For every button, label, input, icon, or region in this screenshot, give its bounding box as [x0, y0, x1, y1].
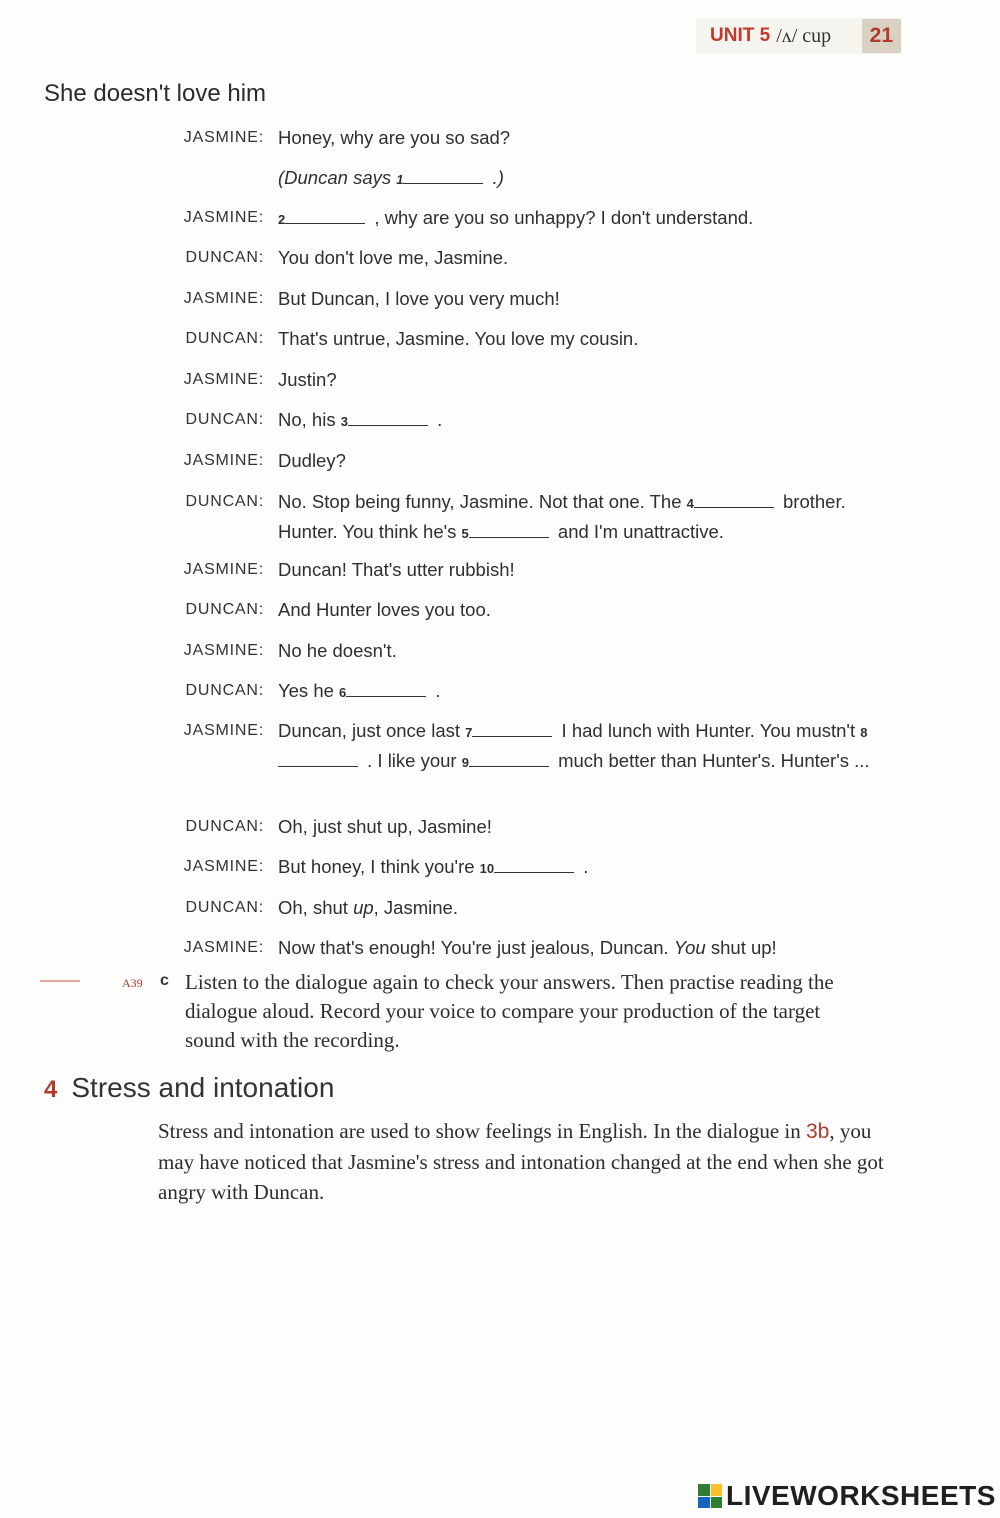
dialogue-line: [0, 164, 1000, 194]
blank-number: 3: [340, 414, 348, 429]
dialogue-text: [278, 934, 898, 962]
page-number: 21: [862, 19, 901, 53]
dialogue-line: [0, 406, 1000, 436]
instruction-block: [0, 968, 1000, 1055]
dialogue-segment: No, his: [278, 409, 341, 430]
dialogue-segment: Justin?: [278, 369, 337, 390]
answer-blank[interactable]: [469, 523, 549, 538]
dialogue-text: [278, 596, 898, 624]
answer-blank[interactable]: [285, 209, 365, 224]
speaker-label: DUNCAN:: [185, 601, 264, 618]
dialogue-text: [278, 813, 898, 841]
speaker-label: JASMINE:: [183, 371, 264, 388]
dialogue-line: [0, 325, 1000, 353]
item-letter: c: [160, 972, 169, 989]
dialogue-segment: , Jasmine.: [373, 897, 458, 918]
speaker-label: DUNCAN:: [185, 249, 264, 266]
dialogue-line: [0, 596, 1000, 624]
dialogue-line: [0, 894, 1000, 922]
dialogue-line: [0, 366, 1000, 394]
dialogue-text: [278, 204, 898, 234]
dialogue-text: [278, 366, 898, 394]
speaker-label: JASMINE:: [183, 561, 264, 578]
dialogue-segment: Honey, why are you so sad?: [278, 127, 511, 148]
blank-number: 9: [461, 755, 469, 770]
dialogue-text: [278, 853, 898, 883]
dialogue-line: [0, 637, 1000, 665]
dialogue-segment: But Duncan, I love you very much!: [278, 288, 560, 309]
dialogue-text: [278, 406, 898, 436]
liveworksheets-logo-icon: [698, 1484, 722, 1508]
dialogue-segment: Yes he: [278, 680, 340, 701]
dialogue-text: [278, 447, 898, 475]
blank-number: 10: [479, 861, 495, 876]
section-4-heading: [44, 1072, 334, 1104]
blank-number: 5: [461, 526, 469, 541]
dialogue-segment: That's untrue, Jasmine. You love my cousin.: [278, 328, 639, 349]
speaker-label: DUNCAN:: [185, 818, 264, 835]
answer-blank[interactable]: [694, 493, 774, 508]
dialogue-segment: . I like your: [362, 750, 462, 771]
dialogue-text: [278, 164, 898, 194]
blank-number: 1: [396, 172, 404, 187]
speaker-label: JASMINE:: [183, 722, 264, 739]
dialogue-segment: I had lunch with Hunter. You mustn't: [556, 720, 861, 741]
page-header: [696, 18, 901, 54]
dialogue-line: [0, 813, 1000, 841]
dialogue-line: [0, 934, 1000, 962]
dialogue-segment: Oh, just shut up, Jasmine!: [278, 816, 492, 837]
dialogue-text: [278, 894, 898, 922]
speaker-label: JASMINE:: [183, 129, 264, 146]
dialogue-segment: , why are you so unhappy? I don't understand.: [369, 207, 754, 228]
answer-blank[interactable]: [403, 169, 483, 184]
dialogue-text: [278, 717, 898, 777]
dialogue-text: [278, 124, 898, 152]
speaker-label: DUNCAN:: [185, 411, 264, 428]
dialogue-segment: (Duncan says: [278, 167, 397, 188]
dialogue-segment: and I'm unattractive.: [552, 521, 724, 542]
dialogue-segment: No. Stop being funny, Jasmine. Not that one. The: [278, 491, 687, 512]
speaker-label: DUNCAN:: [185, 899, 264, 916]
dialogue-line: [0, 204, 1000, 234]
section-4-body: [158, 1116, 888, 1207]
dialogue-text: [278, 637, 898, 665]
dialogue-text: [278, 677, 898, 707]
track-label: A39: [122, 976, 143, 990]
answer-blank[interactable]: [469, 752, 549, 767]
dialogue-segment: Oh, shut: [278, 897, 354, 918]
dialogue-text: [278, 244, 898, 272]
section-title: She doesn't love him: [44, 80, 267, 107]
dialogue-segment: No he doesn't.: [278, 640, 397, 661]
dialogue-segment: You: [673, 937, 706, 958]
dialogue-segment: But honey, I think you're: [278, 856, 480, 877]
speaker-label: DUNCAN:: [185, 330, 264, 347]
dialogue-line: [0, 717, 1000, 777]
blank-number: 8: [860, 725, 868, 740]
dialogue-segment: .: [430, 680, 441, 701]
speaker-label: JASMINE:: [183, 939, 264, 956]
section-4-title: Stress and intonation: [71, 1072, 335, 1103]
dialogue-line: [0, 488, 1000, 548]
sound-label: /ʌ/ cup: [776, 24, 832, 47]
dialogue-segment: .: [431, 409, 443, 430]
speaker-label: JASMINE:: [183, 452, 264, 469]
watermark-text: LIVEWORKSHEETS: [726, 1480, 996, 1511]
blank-number: 4: [686, 496, 694, 511]
dialogue-segment: Now that's enough! You're just jealous, Duncan.: [278, 937, 674, 958]
dialogue-segment: .: [578, 856, 589, 877]
section-4-body-end: , you may have noticed that Jasmine's stress and intonation changed at the end when she got angry with Duncan.: [158, 1119, 884, 1204]
dialogue-text: [278, 285, 898, 313]
dialogue-line: [0, 244, 1000, 272]
speaker-label: DUNCAN:: [185, 493, 264, 510]
dialogue-segment: .): [487, 167, 504, 188]
answer-blank[interactable]: [348, 411, 428, 426]
answer-blank[interactable]: [494, 858, 574, 873]
dialogue-segment: Duncan! That's utter rubbish!: [278, 559, 515, 580]
answer-blank[interactable]: [346, 682, 426, 697]
dialogue-line: [0, 285, 1000, 313]
dialogue-segment: much better than Hunter's. Hunter's ...: [552, 750, 870, 771]
dialogue-segment: Dudley?: [278, 450, 346, 471]
speaker-label: DUNCAN:: [185, 682, 264, 699]
speaker-label: JASMINE:: [183, 642, 264, 659]
dialogue-segment: brother. Hunter. You think he's: [278, 491, 846, 542]
speaker-label: JASMINE:: [183, 290, 264, 307]
dialogue-text: [278, 325, 898, 353]
blank-number: 7: [465, 725, 473, 740]
watermark: [698, 1480, 996, 1512]
instruction-text: Listen to the dialogue again to check your answers. Then practise reading the dialogue aloud. Record your voice to compare your production of the target sound with the recording.: [185, 970, 834, 1052]
dialogue-line: [0, 447, 1000, 475]
dialogue-line: [0, 556, 1000, 584]
speaker-label: JASMINE:: [183, 209, 264, 226]
audio-marker-icon: [40, 980, 80, 982]
dialogue-text: [278, 488, 898, 548]
section-4-body-start: Stress and intonation are used to show feelings in English. In the dialogue in: [158, 1119, 806, 1143]
dialogue-line: [0, 677, 1000, 707]
dialogue-segment: You don't love me, Jasmine.: [278, 247, 509, 268]
dialogue-line: [0, 853, 1000, 883]
dialogue-segment: shut up!: [705, 937, 777, 958]
speaker-label: JASMINE:: [183, 858, 264, 875]
dialogue-line: [0, 124, 1000, 152]
blank-number: 6: [339, 685, 347, 700]
section-reference: 3b: [805, 1120, 830, 1143]
blank-number: 2: [278, 212, 286, 227]
dialogue-segment: And Hunter loves you too.: [278, 599, 491, 620]
answer-blank[interactable]: [278, 752, 358, 767]
answer-blank[interactable]: [472, 722, 552, 737]
section-number: 4: [44, 1076, 58, 1103]
unit-label: UNIT 5: [710, 25, 771, 46]
dialogue-segment: Duncan, just once last: [278, 720, 466, 741]
dialogue-segment: up: [353, 897, 374, 918]
dialogue-text: [278, 556, 898, 584]
